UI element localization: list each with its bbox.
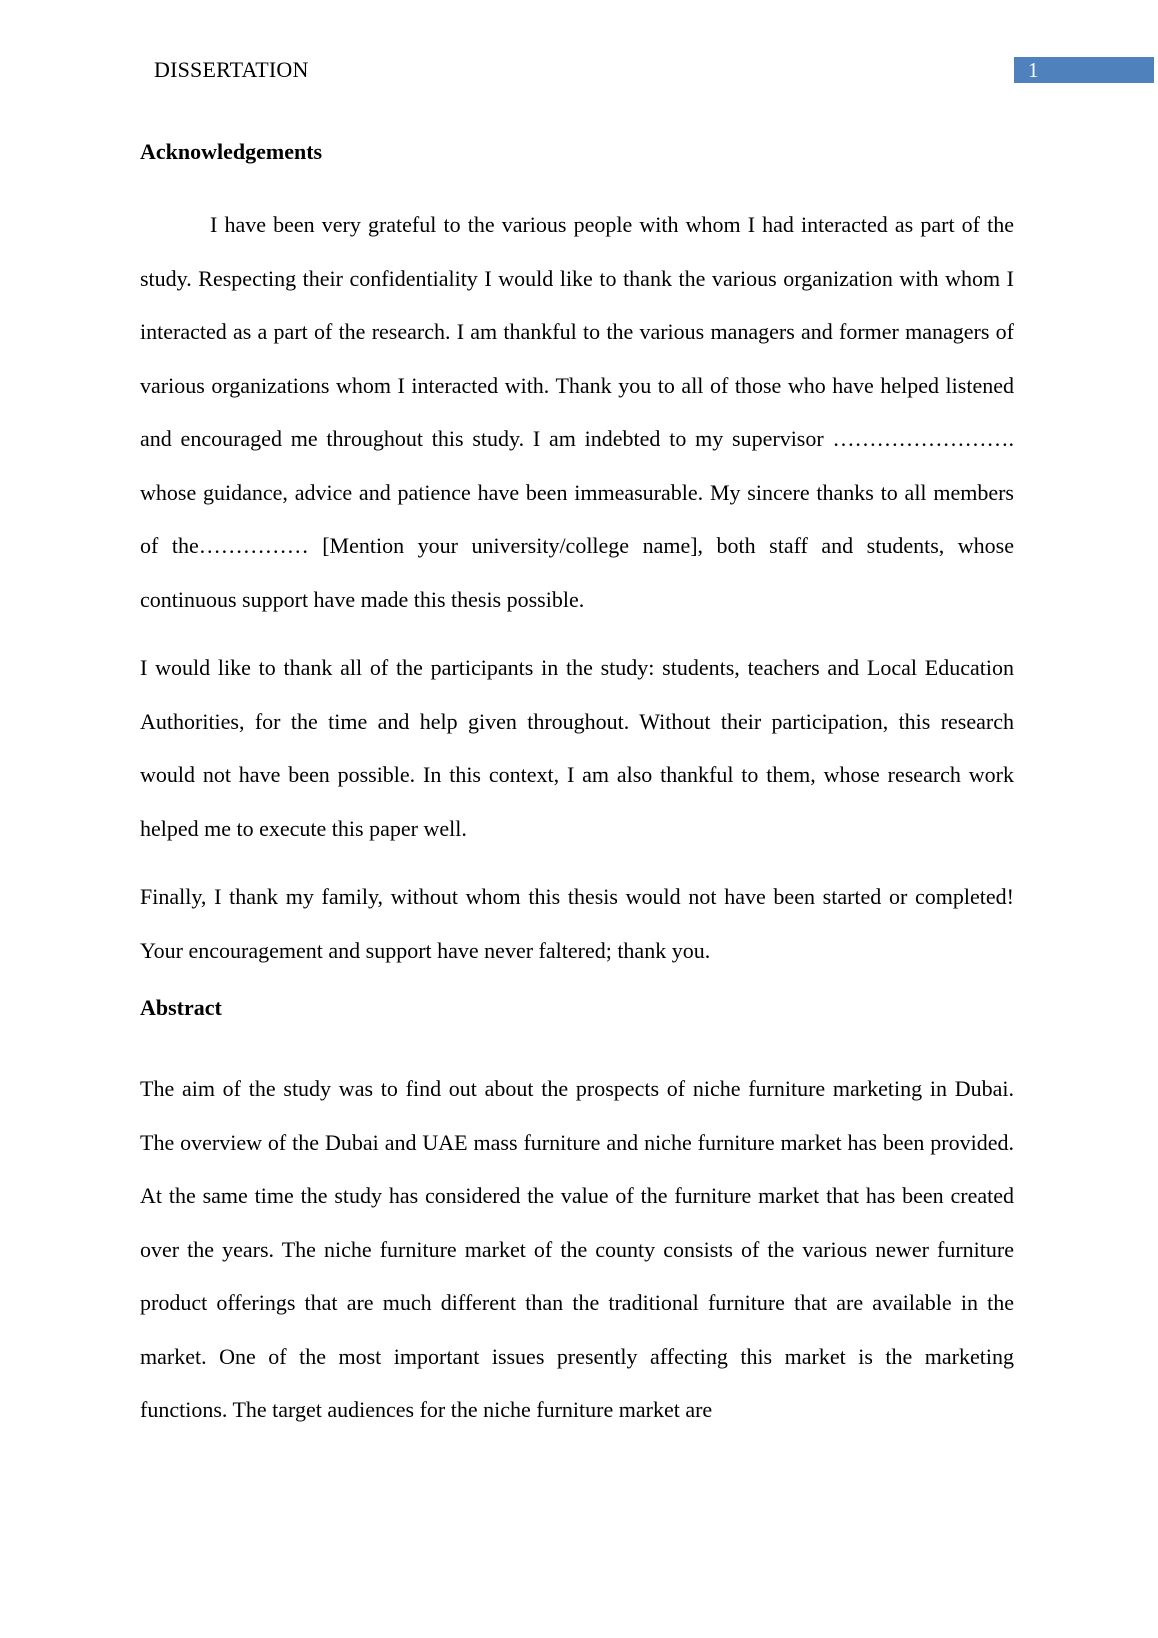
page-number-badge (1014, 57, 1154, 83)
document-body (140, 136, 1014, 1437)
abstract-paragraph-1: The aim of the study was to find out about the prospects of niche furniture marketing in Dubai. The overview of the Dubai and UAE mass furniture and niche furniture market has been provided. At the same time the study has considered the value of the furniture market that has been created over the years. The niche furniture market of the county consists of the various newer furniture product offerings that are much different than the traditional furniture that are available in the market. One of the most important issues presently affecting this market is the marketing functions. The target audiences for the niche furniture market are (140, 1076, 1014, 1422)
acknowledgements-paragraph-3: Finally, I thank my family, without whom this thesis would not have been started or completed! Your encouragement and support have never faltered; thank you. (140, 884, 1014, 963)
page-number: 1 (1028, 58, 1039, 82)
abstract-heading: Abstract (140, 995, 222, 1020)
acknowledgements-paragraph-1: I have been very grateful to the various people with whom I had interacted as part of the study. Respecting their confidentiality I would like to thank the various organization with whom I interacted as a part of the research. I am thankful to the various managers and former managers of various organizations whom I interacted with. Thank you to all of those who have helped listened and encouraged me throughout this study. I am indebted to my supervisor ……………………. whose guidance, advice and patience have been immeasurable. My sincere thanks to all members of the…………… [Mention your university/college name], both staff and students, whose continuous support have made this thesis possible. (140, 212, 1014, 612)
acknowledgements-heading: Acknowledgements (140, 139, 323, 164)
running-header-title: DISSERTATION (154, 57, 309, 82)
acknowledgements-paragraph-2: I would like to thank all of the participants in the study: students, teachers and Local Education Authorities, for the time and help given throughout. Without their participation, this research would not have been possible. In this context, I am also thankful to them, whose research work helped me to execute this paper well. (140, 655, 1014, 841)
